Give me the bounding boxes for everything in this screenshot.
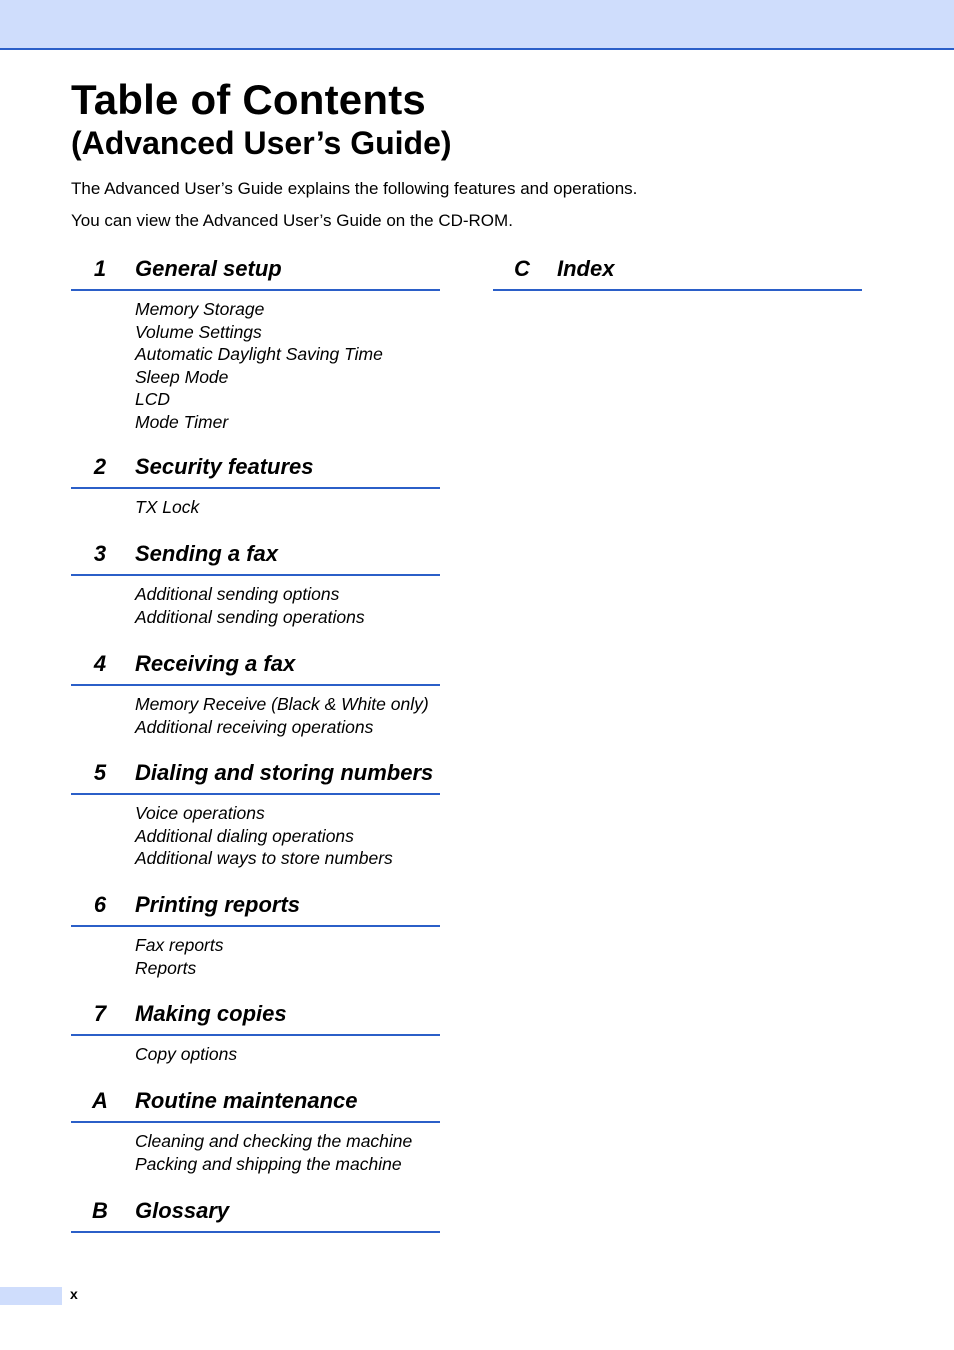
toc-section-security-features[interactable] bbox=[71, 451, 440, 519]
section-item[interactable]: LCD bbox=[135, 389, 171, 410]
section-number: 3 bbox=[93, 541, 107, 566]
section-number: C bbox=[514, 256, 530, 281]
section-item[interactable]: Reports bbox=[135, 957, 197, 978]
section-item[interactable]: Additional sending options bbox=[135, 584, 340, 604]
section-title[interactable]: Sending a fax bbox=[135, 541, 279, 566]
section-item[interactable]: Additional receiving operations bbox=[135, 716, 374, 737]
toc-section-sending-a-fax[interactable] bbox=[71, 538, 440, 628]
section-heading[interactable] bbox=[71, 648, 440, 686]
section-heading[interactable] bbox=[71, 253, 440, 291]
section-heading[interactable] bbox=[71, 451, 440, 489]
section-heading[interactable] bbox=[493, 253, 862, 291]
page-subtitle: (Advanced User’s Guide) bbox=[71, 125, 452, 161]
section-item[interactable]: Packing and shipping the machine bbox=[135, 1153, 402, 1174]
section-title[interactable]: Glossary bbox=[135, 1198, 230, 1223]
section-item-list bbox=[71, 686, 440, 738]
section-heading[interactable] bbox=[71, 1195, 440, 1233]
section-item[interactable]: Volume Settings bbox=[135, 321, 262, 342]
toc-section-making-copies[interactable] bbox=[71, 998, 440, 1066]
section-item[interactable]: Memory Storage bbox=[135, 299, 265, 319]
section-heading[interactable] bbox=[71, 889, 440, 927]
section-number: 6 bbox=[93, 892, 107, 917]
footer-band bbox=[0, 1287, 62, 1305]
toc-section-routine-maintenance[interactable] bbox=[71, 1085, 440, 1175]
section-title[interactable]: Making copies bbox=[135, 1001, 287, 1026]
section-item-list bbox=[71, 795, 440, 870]
section-number: B bbox=[92, 1198, 108, 1223]
section-number: 4 bbox=[93, 651, 107, 676]
section-number: 1 bbox=[93, 256, 107, 281]
section-item-list bbox=[71, 576, 440, 628]
page-title: Table of Contents bbox=[71, 76, 426, 123]
section-title[interactable]: Index bbox=[557, 256, 615, 281]
section-item-list bbox=[71, 927, 440, 979]
section-item[interactable]: Copy options bbox=[135, 1044, 238, 1064]
section-item[interactable]: Additional dialing operations bbox=[135, 825, 354, 846]
section-title[interactable]: Receiving a fax bbox=[135, 651, 296, 676]
toc-section-dialing-and-storing-numbers[interactable] bbox=[71, 757, 440, 870]
section-item[interactable]: TX Lock bbox=[135, 497, 200, 517]
section-heading[interactable] bbox=[71, 757, 440, 795]
toc-section-index[interactable] bbox=[493, 253, 862, 291]
section-item[interactable]: Automatic Daylight Saving Time bbox=[135, 344, 383, 365]
header-band bbox=[0, 0, 954, 50]
section-title[interactable]: Dialing and storing numbers bbox=[135, 760, 434, 785]
section-item[interactable]: Voice operations bbox=[135, 803, 265, 823]
section-item-list bbox=[71, 1123, 440, 1175]
section-item[interactable]: Cleaning and checking the machine bbox=[135, 1131, 413, 1151]
section-number: A bbox=[92, 1088, 108, 1113]
section-heading[interactable] bbox=[71, 998, 440, 1036]
section-heading[interactable] bbox=[71, 538, 440, 576]
toc-section-printing-reports[interactable] bbox=[71, 889, 440, 979]
section-item[interactable]: Sleep Mode bbox=[135, 366, 229, 387]
toc-section-general-setup[interactable] bbox=[71, 253, 440, 434]
section-item-list bbox=[71, 489, 440, 519]
toc-section-glossary[interactable] bbox=[71, 1195, 440, 1233]
section-number: 7 bbox=[93, 1001, 107, 1026]
section-number: 2 bbox=[93, 454, 107, 479]
intro-line-2: You can view the Advanced User’s Guide on the CD-ROM. bbox=[71, 211, 513, 230]
section-title[interactable]: Security features bbox=[135, 454, 314, 479]
section-item[interactable]: Mode Timer bbox=[135, 411, 229, 432]
section-heading[interactable] bbox=[71, 1085, 440, 1123]
section-number: 5 bbox=[93, 760, 107, 785]
section-item-list bbox=[71, 291, 440, 434]
section-item[interactable]: Memory Receive (Black & White only) bbox=[135, 694, 429, 714]
section-item[interactable]: Additional ways to store numbers bbox=[135, 848, 393, 869]
section-item[interactable]: Additional sending operations bbox=[135, 606, 365, 627]
section-title[interactable]: Routine maintenance bbox=[135, 1088, 358, 1113]
section-title[interactable]: Printing reports bbox=[135, 892, 301, 917]
toc-section-receiving-a-fax[interactable] bbox=[71, 648, 440, 738]
section-item[interactable]: Fax reports bbox=[135, 935, 224, 955]
section-title[interactable]: General setup bbox=[135, 256, 282, 281]
intro-line-1: The Advanced User’s Guide explains the following features and operations. bbox=[71, 179, 638, 198]
section-item-list bbox=[71, 1036, 440, 1066]
page-number: x bbox=[70, 1286, 78, 1302]
